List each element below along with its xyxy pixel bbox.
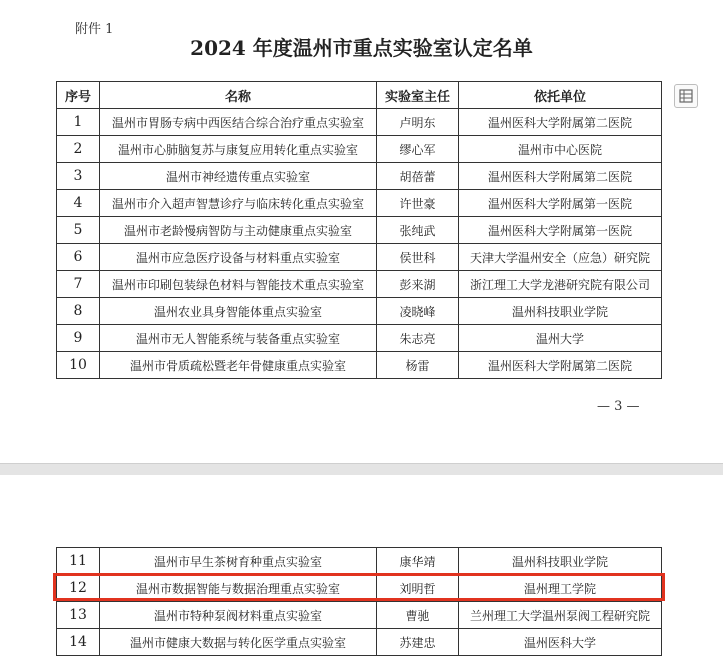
row-index: 1 [57,109,100,136]
row-index: 2 [57,136,100,163]
row-index: 5 [57,217,100,244]
row-organization: 温州医科大学附属第一医院 [459,190,662,217]
table-row [57,298,662,325]
row-director: 侯世科 [377,244,459,271]
lab-table-page2 [56,547,662,656]
row-director: 朱志亮 [377,325,459,352]
row-director: 许世豪 [377,190,459,217]
row-name: 温州市胃肠专病中西医结合综合治疗重点实验室 [100,109,377,136]
row-index: 10 [57,352,100,379]
row-director: 刘明哲 [377,575,459,602]
page-number: — 3 — [597,399,640,414]
row-organization: 兰州理工大学温州泵阀工程研究院 [459,602,662,629]
row-organization: 温州医科大学附属第一医院 [459,217,662,244]
row-director: 张纯武 [377,217,459,244]
row-director: 彭来湖 [377,271,459,298]
table-row [57,109,662,136]
row-name: 温州市老龄慢病智防与主动健康重点实验室 [100,217,377,244]
table-row [57,136,662,163]
row-index: 7 [57,271,100,298]
row-name: 温州市特种泵阀材料重点实验室 [100,602,377,629]
row-director: 卢明东 [377,109,459,136]
table-row [57,190,662,217]
row-organization: 温州医科大学附属第二医院 [459,352,662,379]
row-index: 6 [57,244,100,271]
row-director: 康华靖 [377,548,459,575]
page-separator [0,463,723,475]
row-organization: 温州理工学院 [459,575,662,602]
row-director: 凌晓峰 [377,298,459,325]
row-name: 温州农业具身智能体重点实验室 [100,298,377,325]
row-director: 曹驰 [377,602,459,629]
header-organization: 依托单位 [459,82,662,109]
row-index: 11 [57,548,100,575]
row-director: 缪心军 [377,136,459,163]
row-name: 温州市心肺脑复苏与康复应用转化重点实验室 [100,136,377,163]
row-name: 温州市神经遗传重点实验室 [100,163,377,190]
table-row [57,244,662,271]
row-name: 温州市骨质疏松暨老年骨健康重点实验室 [100,352,377,379]
row-index: 12 [57,575,100,602]
row-name: 温州市应急医疗设备与材料重点实验室 [100,244,377,271]
row-index: 9 [57,325,100,352]
table-row [57,352,662,379]
row-index: 13 [57,602,100,629]
table-row [57,325,662,352]
row-director: 胡蓓蕾 [377,163,459,190]
document-title: 2024 年度温州市重点实验室认定名单 [190,36,533,60]
row-organization: 温州大学 [459,325,662,352]
row-index: 4 [57,190,100,217]
lab-table-page1 [56,81,662,379]
row-name: 温州市早生茶树育种重点实验室 [100,548,377,575]
row-index: 8 [57,298,100,325]
row-name: 温州市健康大数据与转化医学重点实验室 [100,629,377,656]
row-organization: 温州科技职业学院 [459,548,662,575]
attachment-label: 附件 1 [75,22,114,37]
row-highlight-box [53,573,665,601]
row-organization: 温州医科大学附属第二医院 [459,109,662,136]
row-name: 温州市数据智能与数据治理重点实验室 [100,575,377,602]
row-name: 温州市无人智能系统与装备重点实验室 [100,325,377,352]
header-index: 序号 [57,82,100,109]
row-organization: 温州科技职业学院 [459,298,662,325]
header-name: 名称 [100,82,377,109]
row-organization: 浙江理工大学龙港研究院有限公司 [459,271,662,298]
row-index: 14 [57,629,100,656]
header-director: 实验室主任 [377,82,459,109]
row-director: 杨雷 [377,352,459,379]
row-director: 苏建忠 [377,629,459,656]
row-organization: 天津大学温州安全（应急）研究院 [459,244,662,271]
row-name: 温州市印刷包装绿色材料与智能技术重点实验室 [100,271,377,298]
table-row [57,271,662,298]
table-row [57,629,662,656]
table-row [57,548,662,575]
table-row [57,217,662,244]
row-organization: 温州市中心医院 [459,136,662,163]
row-organization: 温州医科大学 [459,629,662,656]
table-row [57,602,662,629]
table-row [57,163,662,190]
table-header-row [57,82,662,109]
table-select-icon[interactable] [674,84,698,108]
row-organization: 温州医科大学附属第二医院 [459,163,662,190]
row-name: 温州市介入超声智慧诊疗与临床转化重点实验室 [100,190,377,217]
row-index: 3 [57,163,100,190]
